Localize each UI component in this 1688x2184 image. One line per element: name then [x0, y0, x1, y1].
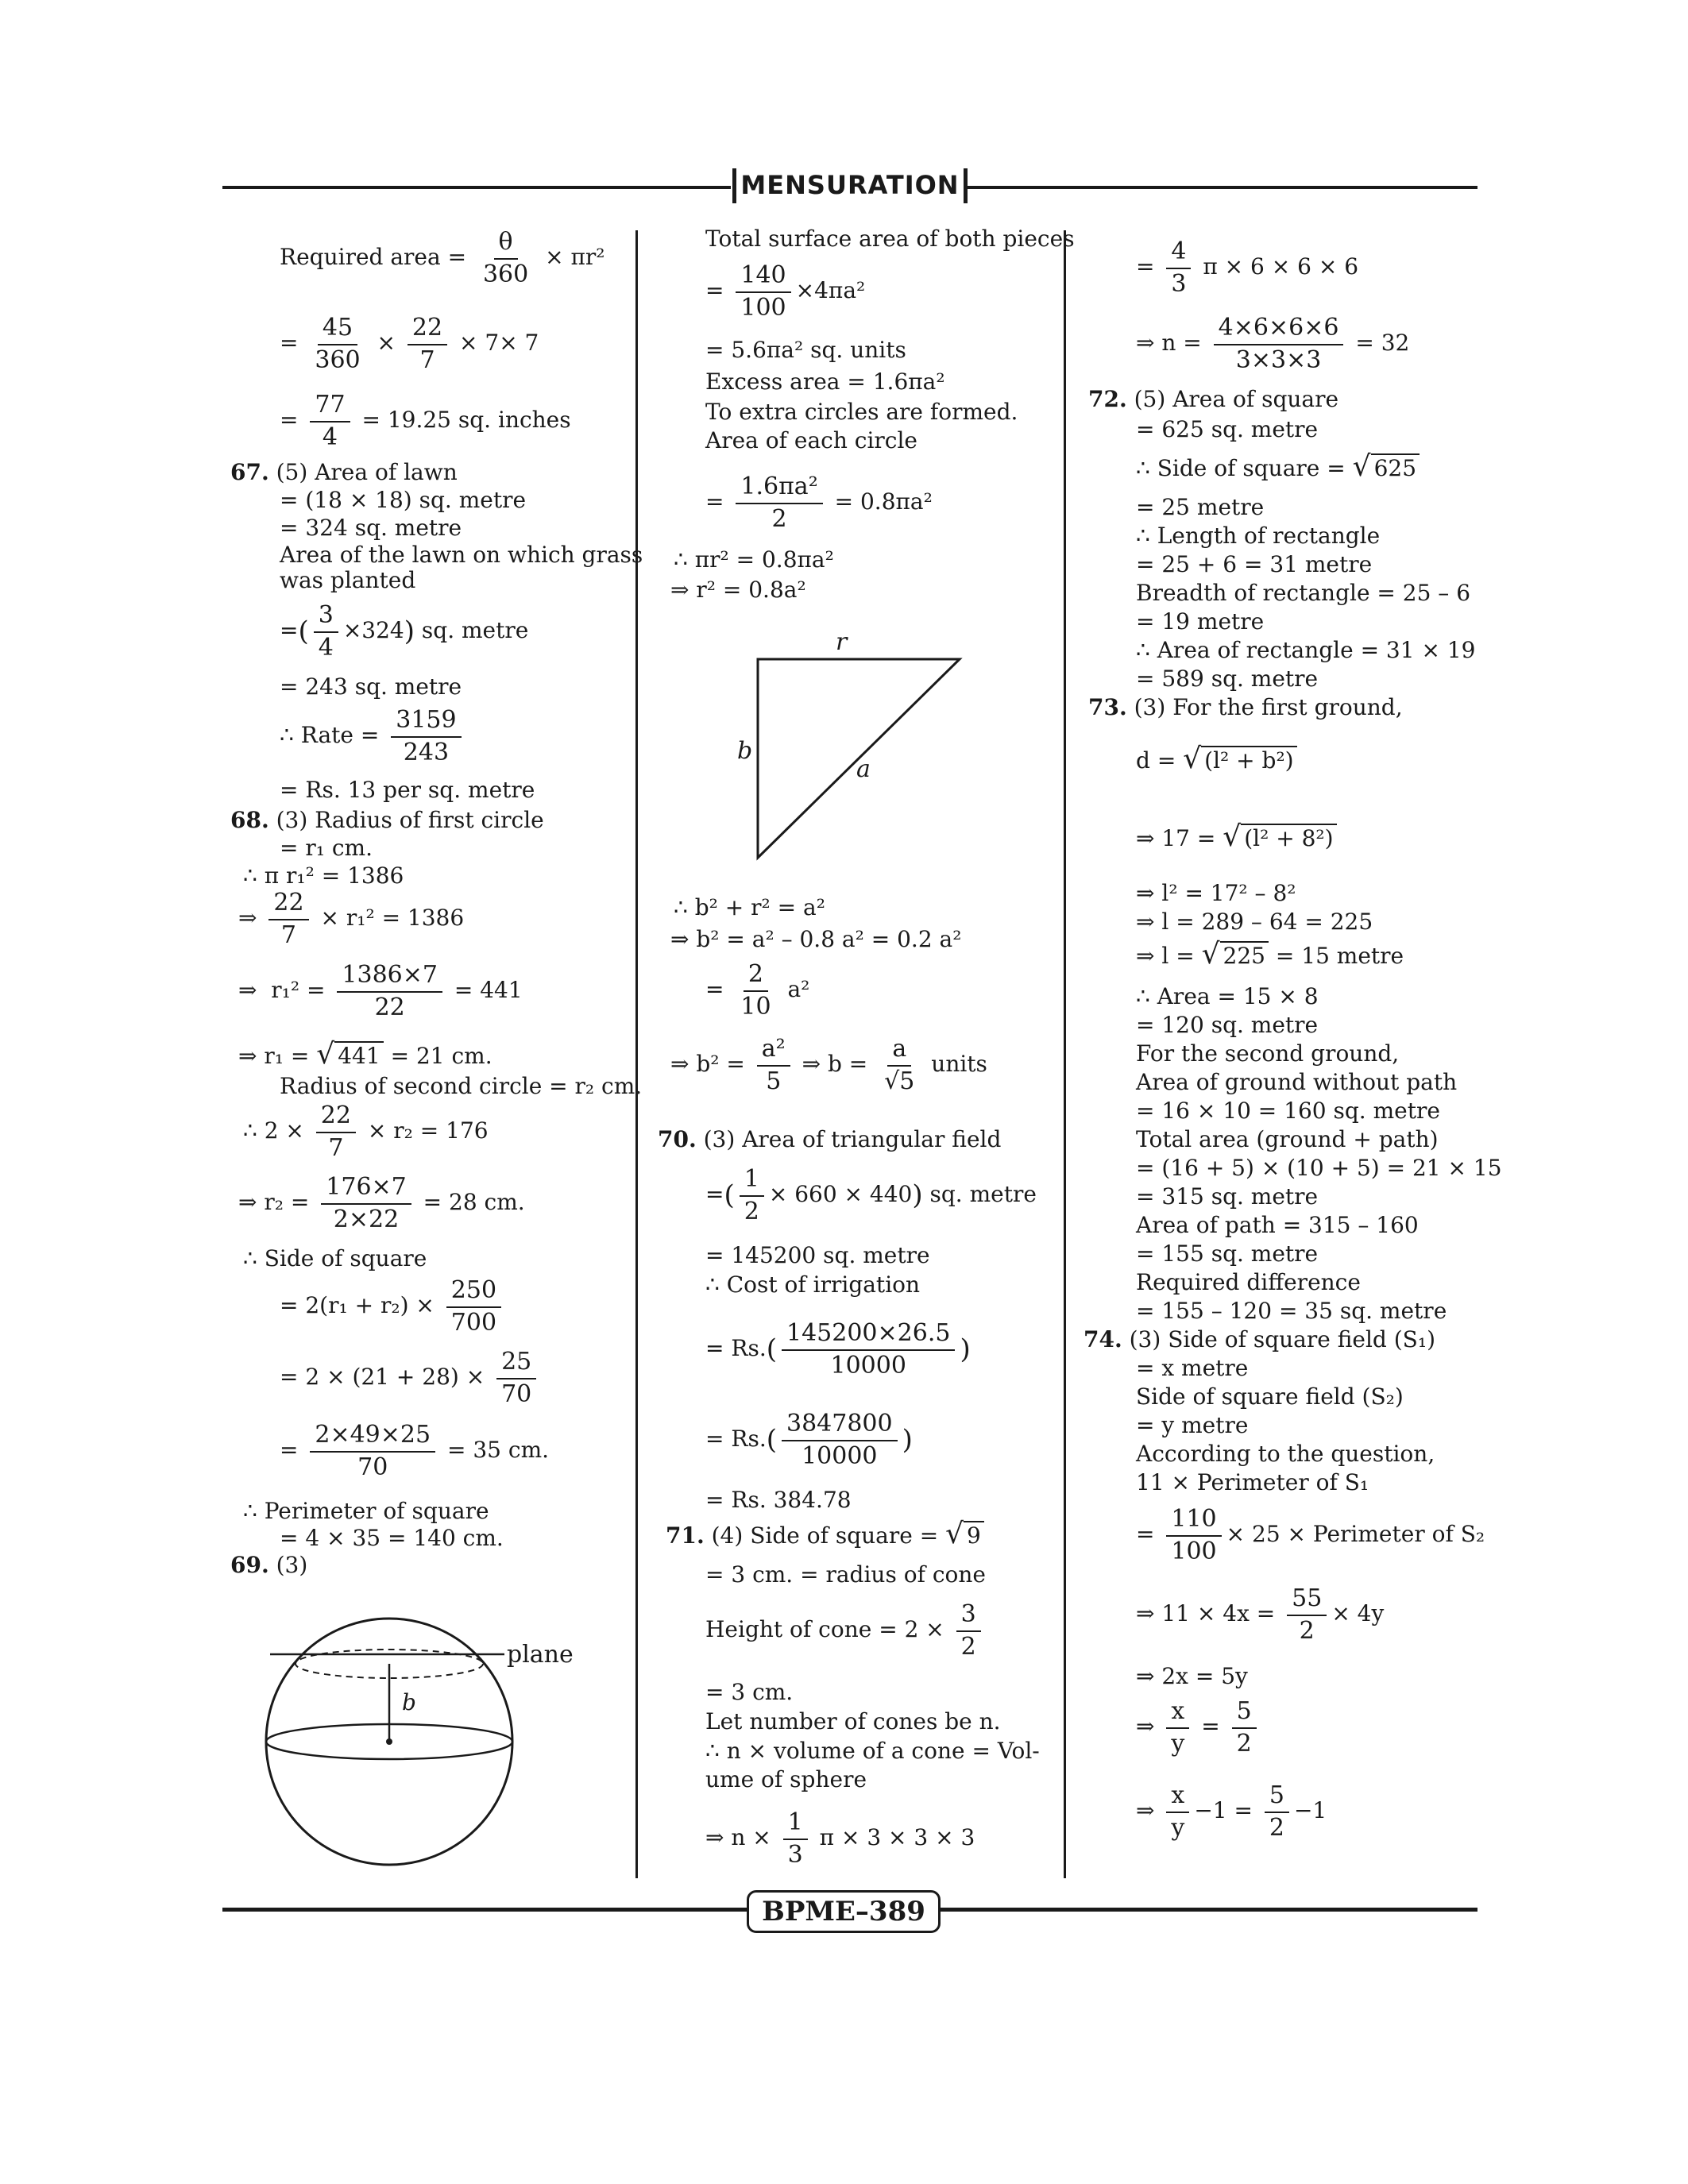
text-line: = Rs. 384.78	[705, 1487, 852, 1513]
page-title: MENSURATION	[740, 170, 960, 200]
text-line: ∴ Perimeter of square	[243, 1498, 489, 1524]
eq-required-area: Required area = $\frac{\theta}{360}$ × πr²	[280, 228, 605, 288]
center-dot	[386, 1738, 392, 1745]
text-line: = 243 sq. metre	[280, 673, 462, 700]
text-line: Side of square field (S₂)	[1136, 1383, 1404, 1410]
column-divider-1	[635, 230, 638, 1878]
text-line: ∴ n × volume of a cone = Vol-	[705, 1738, 1040, 1764]
text-line: = 3 cm. = radius of cone	[705, 1561, 986, 1588]
text-line: = 19 metre	[1136, 608, 1265, 635]
text-line: Excess area = 1.6πa²	[705, 369, 945, 395]
header-rule-right	[968, 186, 1477, 189]
text-line: ∴ Length of rectangle	[1136, 523, 1381, 549]
eq-ratio: ⇒ $\frac{x}{y}$ = $\frac{5}{2}$	[1136, 1698, 1261, 1758]
eq-cone-height: Height of cone = 2 × $\frac{3}{2}$	[705, 1601, 986, 1661]
question-73: 73. (3) For the first ground,	[1088, 694, 1403, 720]
text-line: = 145200 sq. metre	[705, 1242, 930, 1268]
eq-area-step: = $\frac{45}{360}$ × $\frac{22}{7}$ × 7× 7	[280, 314, 539, 374]
eq-ratio-minus: ⇒ $\frac{x}{y}$ −1 = $\frac{5}{2}$ −1	[1136, 1781, 1327, 1842]
side-a-label: a	[856, 755, 871, 783]
text-line: Area of the lawn on which grass	[280, 542, 643, 568]
text-line: Area of each circle	[705, 427, 917, 453]
text-line: = (18 × 18) sq. metre	[280, 487, 527, 513]
side-b-label: b	[737, 737, 753, 765]
eq-n-value: ⇒ n = $\frac{4\times 6\times 6\times 6}{3\times 3\times 3}$ = 32	[1136, 314, 1410, 374]
text-line: = (16 + 5) × (10 + 5) = 21 × 15	[1136, 1155, 1502, 1181]
header-rule-left	[222, 186, 731, 189]
eq-11x4x: ⇒ 11 × 4x = $\frac{55}{2}$ × 4y	[1136, 1584, 1385, 1645]
eq-circle-area: = $\frac{\text{1.6πa²}}{2}$ = 0.8πa²	[705, 473, 933, 533]
question-72: 72. (5) Area of square	[1088, 386, 1339, 412]
text-line: = 5.6πa² sq. units	[705, 337, 906, 363]
text-line: ∴ b² + r² = a²	[674, 894, 825, 920]
question-67: 67. (5) Area of lawn	[230, 459, 458, 485]
plane-label: plane	[507, 1641, 574, 1669]
text-line: = 16 × 10 = 160 sq. metre	[1136, 1098, 1440, 1124]
text-line: ⇒ 2x = 5y	[1136, 1663, 1248, 1689]
text-line: ∴ Area of rectangle = 31 × 19	[1136, 637, 1476, 663]
footer-rule-right	[936, 1908, 1477, 1912]
column-divider-2	[1064, 230, 1066, 1878]
eq-r1-value: ⇒ r₁² = $\frac{1386\times 7}{22}$ = 441	[238, 961, 523, 1021]
eq-square-side: ∴ Side of square = √ 625	[1136, 451, 1420, 483]
eq-r1-squared: ⇒ $\frac{22}{7}$ × r₁² = 1386	[238, 889, 465, 949]
eq-cones-volume: ⇒ n × $\frac{1}{3}$ π × 3 × 3 × 3	[705, 1808, 975, 1869]
triangle-figure	[715, 627, 985, 866]
text-line: = 25 metre	[1136, 494, 1265, 520]
eq-cost-1: = Rs.( $\frac{145200\times 26.5}{10000}$ )	[705, 1319, 971, 1379]
eq-diagonal-17: ⇒ 17 = √ (l² + 8²)	[1136, 821, 1337, 853]
text-line: 11 × Perimeter of S₁	[1136, 1469, 1369, 1495]
text-line: Let number of cones be n.	[705, 1708, 1001, 1734]
eq-diagonal: d = √ (l² + b²)	[1136, 743, 1297, 775]
text-line: = 315 sq. metre	[1136, 1183, 1319, 1210]
eq-grass-area: =( $\frac{3}{4}$ ×324) sq. metre	[280, 601, 529, 662]
text-line: = 155 – 120 = 35 sq. metre	[1136, 1298, 1447, 1324]
text-line: = y metre	[1136, 1412, 1249, 1438]
question-71: 71. (4) Side of square = √ 9	[666, 1518, 984, 1550]
text-line: ∴ πr² = 0.8πa²	[674, 546, 834, 573]
eq-triangle-area: =( $\frac{1}{2}$ × 660 × 440) sq. metre	[705, 1165, 1037, 1225]
text-line: = Rs. 13 per sq. metre	[280, 777, 535, 803]
text-line: = 25 + 6 = 31 metre	[1136, 551, 1373, 577]
eq-perimeter: = $\frac{110}{100}$ × 25 × Perimeter of S₂	[1136, 1505, 1485, 1565]
text-line: ∴ Side of square	[243, 1245, 427, 1271]
eq-b-value: ⇒ b² = $\frac{\text{a²}}{5}$ ⇒ b = $\frac{a}{√5}$ units	[670, 1035, 987, 1095]
eq-cost-2: = Rs.( $\frac{3847800}{10000}$ )	[705, 1410, 913, 1470]
eq-surface-area: = $\frac{140}{100}$ ×4πa²	[705, 261, 866, 322]
text-line: = 4 × 35 = 140 cm.	[280, 1525, 504, 1551]
question-68: 68. (3) Radius of first circle	[230, 807, 544, 833]
text-line: = 589 sq. metre	[1136, 666, 1319, 692]
eq-b-fraction: = $\frac{2}{10}$ a²	[705, 960, 810, 1021]
text-line: For the second ground,	[1136, 1040, 1400, 1067]
text-line: According to the question,	[1136, 1441, 1435, 1467]
footer-rule-left	[222, 1908, 748, 1912]
text-line: = 324 sq. metre	[280, 515, 462, 541]
text-line: = 3 cm.	[705, 1679, 794, 1705]
eq-side-3: = $\frac{2\times 49\times 25}{70}$ = 35 cm.	[280, 1421, 550, 1481]
text-line: ⇒ l² = 17² – 8²	[1136, 880, 1296, 906]
text-line: ⇒ r² = 0.8a²	[670, 577, 806, 603]
text-line: ⇒ b² = a² – 0.8 a² = 0.2 a²	[670, 926, 962, 952]
eq-rate: ∴ Rate = $\frac{3159}{243}$	[280, 707, 466, 766]
text-line: = 120 sq. metre	[1136, 1012, 1319, 1038]
eq-side-1: = 2(r₁ + r₂) × $\frac{250}{700}$	[280, 1277, 506, 1337]
text-line: Breadth of rectangle = 25 – 6	[1136, 580, 1471, 606]
text-line: Required difference	[1136, 1269, 1361, 1295]
text-line: ⇒ l = 289 – 64 = 225	[1136, 909, 1373, 935]
text-line: = x metre	[1136, 1355, 1249, 1381]
text-line: = 155 sq. metre	[1136, 1241, 1319, 1267]
text-line: ∴ Area = 15 × 8	[1136, 983, 1319, 1009]
sphere-figure	[262, 1608, 596, 1870]
text-line: was planted	[280, 567, 416, 593]
question-69: 69. (3)	[230, 1552, 308, 1578]
question-74: 74. (3) Side of square field (S₁)	[1083, 1326, 1435, 1352]
text-line: Total surface area of both pieces	[705, 226, 1075, 252]
eq-sphere-volume: = $\frac{4}{3}$ π × 6 × 6 × 6	[1136, 237, 1359, 298]
eq-second-circle: ∴ 2 × $\frac{22}{7}$ × r₂ = 176	[243, 1102, 489, 1162]
text-line: = r₁ cm.	[280, 835, 373, 861]
page-number: BPME–389	[747, 1890, 941, 1933]
eq-length: ⇒ l = √ 225 = 15 metre	[1136, 938, 1404, 970]
text-line: Total area (ground + path)	[1136, 1126, 1439, 1152]
text-line: Radius of second circle = r₂ cm.	[280, 1073, 643, 1099]
text-line: Area of ground without path	[1136, 1069, 1458, 1095]
eq-area-result: = $\frac{77}{4}$ = 19.25 sq. inches	[280, 391, 571, 451]
text-line: ∴ π r₁² = 1386	[243, 862, 404, 889]
height-label: b	[402, 1689, 416, 1715]
eq-r2-value: ⇒ r₂ = $\frac{176\times 7}{2\times 22}$ = 28 cm.	[238, 1173, 525, 1233]
text-line: To extra circles are formed.	[705, 399, 1018, 425]
side-r-label: r	[836, 628, 848, 656]
text-line: ume of sphere	[705, 1766, 867, 1792]
text-line: Area of path = 315 – 160	[1136, 1212, 1419, 1238]
eq-r1-root: ⇒ r₁ = √ 441 = 21 cm.	[238, 1038, 492, 1071]
text-line: = 625 sq. metre	[1136, 416, 1319, 442]
text-line: ∴ Cost of irrigation	[705, 1271, 921, 1298]
eq-side-2: = 2 × (21 + 28) × $\frac{25}{70}$	[280, 1349, 541, 1408]
question-70: 70. (3) Area of triangular field	[658, 1126, 1002, 1152]
